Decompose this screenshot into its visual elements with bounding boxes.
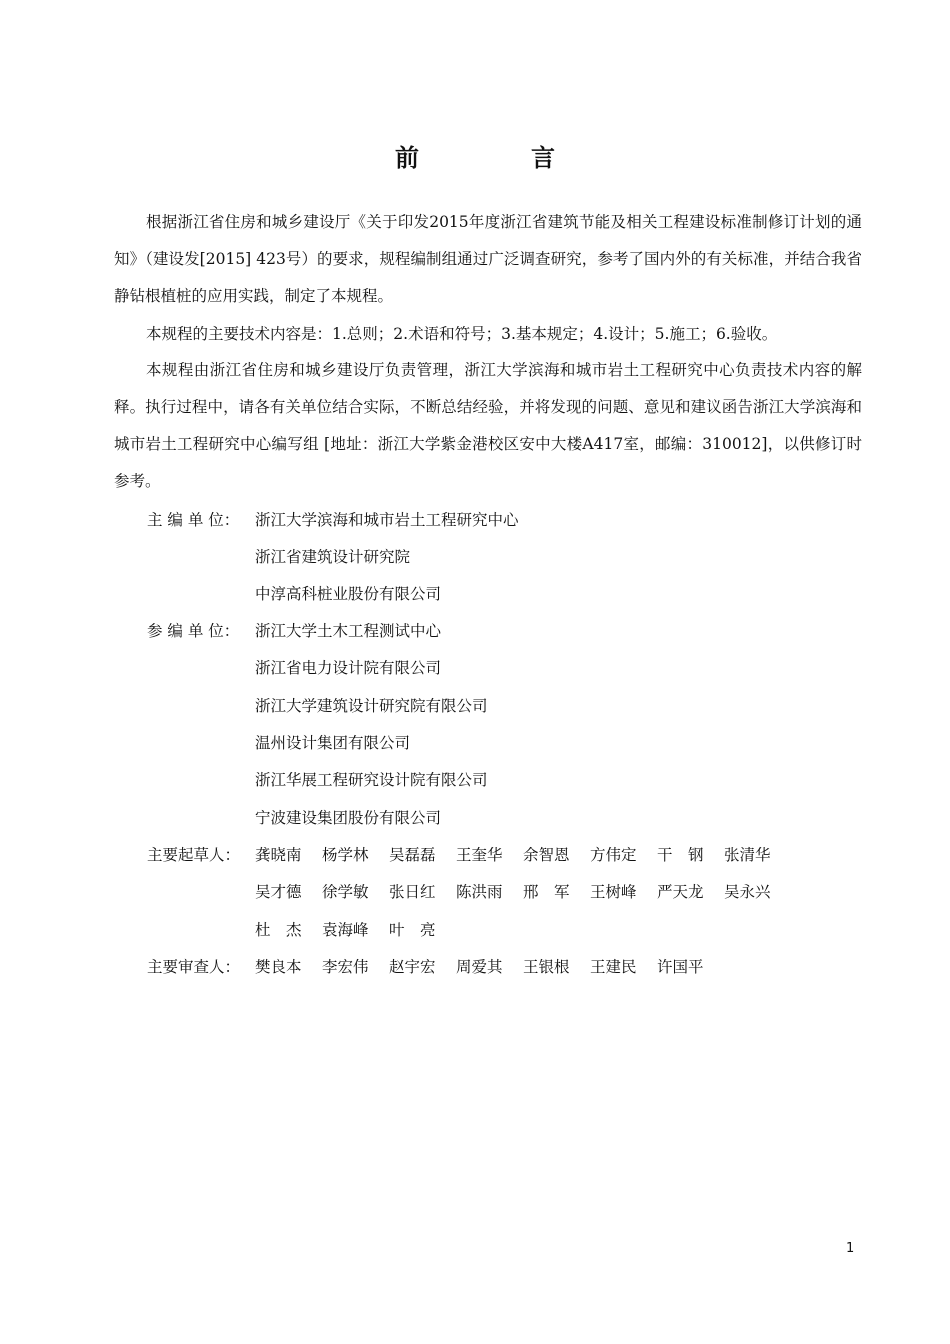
drafter-name: 吴磊磊: [389, 846, 436, 864]
drafters-row: [147, 874, 791, 911]
participating-unit-row: [147, 650, 441, 687]
drafter-name: 吴永兴: [724, 883, 771, 901]
drafter-name: 方伟定: [590, 846, 637, 864]
chief-units-label: 主 编 单 位：: [147, 511, 240, 529]
participating-unit-row: [147, 725, 410, 762]
drafter-name: 张日红: [389, 883, 436, 901]
participating-unit: 温州设计集团有限公司: [255, 734, 411, 752]
participating-unit: 宁波建设集团股份有限公司: [255, 809, 442, 827]
reviewer-name: 李宏伟: [322, 958, 369, 976]
participating-unit-row: [147, 762, 488, 799]
page-title: 前 言: [395, 144, 599, 172]
reviewers-label: 主要审查人：: [147, 958, 241, 976]
participating-unit-row: [147, 613, 441, 650]
chief-unit-row: [147, 502, 519, 539]
participating-unit-row: [147, 688, 488, 725]
participating-unit-row: [147, 800, 441, 837]
participating-unit: 浙江省电力设计院有限公司: [255, 659, 442, 677]
drafter-name: 徐学敏: [322, 883, 369, 901]
participating-unit: 浙江华展工程研究设计院有限公司: [255, 771, 488, 789]
reviewer-name: 王建民: [590, 958, 637, 976]
paragraph-management: 本规程由浙江省住房和城乡建设厅负责管理，浙江大学滨海和城市岩土工程研究中心负责技术内容的解释。执行过程中，请各有关单位结合实际，不断总结经验，并将发现的问题、意见和建议函告浙江大学滨海和城市岩土工程研究中心编写组 [地址：浙江大学紫金港校区安中大楼A417室，邮编：310012]，以供修订时参考。: [114, 361, 862, 490]
reviewer-name: 许国平: [657, 958, 704, 976]
drafter-name: 余智恩: [523, 846, 570, 864]
paragraph-basis: 根据浙江省住房和城乡建设厅《关于印发2015年度浙江省建筑节能及相关工程建设标准制修订计划的通知》（建设发[2015] 423号）的要求，规程编制组通过广泛调查研究，参考了国内外的有关标准，并结合我省静钻根植桩的应用实践，制定了本规程。: [114, 213, 862, 305]
reviewer-name: 樊良本: [255, 958, 302, 976]
drafter-name: 杨学林: [322, 846, 369, 864]
drafter-name: 袁海峰: [322, 921, 369, 939]
drafter-name: 干 钢: [657, 846, 704, 864]
chief-unit-row: [147, 539, 410, 576]
participating-unit: 浙江大学土木工程测试中心: [255, 622, 442, 640]
drafter-name: 龚晓南: [255, 846, 302, 864]
chief-unit-row: [147, 576, 441, 613]
drafters-label: 主要起草人：: [147, 846, 241, 864]
drafter-name: 陈洪雨: [456, 883, 503, 901]
drafter-name: 王树峰: [590, 883, 637, 901]
drafter-name: 叶 亮: [389, 921, 436, 939]
reviewer-name: 周爱其: [456, 958, 503, 976]
drafter-name: 王奎华: [456, 846, 503, 864]
drafter-name: 严天龙: [657, 883, 704, 901]
drafter-name: 吴才德: [255, 883, 302, 901]
drafter-name: 张清华: [724, 846, 771, 864]
reviewer-name: 王银根: [523, 958, 570, 976]
participating-units-label: 参 编 单 位：: [147, 622, 240, 640]
drafters-row: [147, 837, 791, 874]
reviewers-row: [147, 949, 724, 986]
drafters-row: [147, 912, 456, 949]
page-number: 1: [846, 1241, 855, 1256]
participating-unit: 浙江大学建筑设计研究院有限公司: [255, 697, 488, 715]
drafter-name: 邢 军: [523, 883, 570, 901]
chief-unit: 中淳高科桩业股份有限公司: [255, 585, 442, 603]
chief-unit: 浙江大学滨海和城市岩土工程研究中心: [255, 511, 519, 529]
reviewer-name: 赵宇宏: [389, 958, 436, 976]
chief-unit: 浙江省建筑设计研究院: [255, 548, 411, 566]
drafter-name: 杜 杰: [255, 921, 302, 939]
paragraph-contents: 本规程的主要技术内容是：1.总则；2.术语和符号；3.基本规定；4.设计；5.施工；6.验收。: [146, 325, 778, 343]
